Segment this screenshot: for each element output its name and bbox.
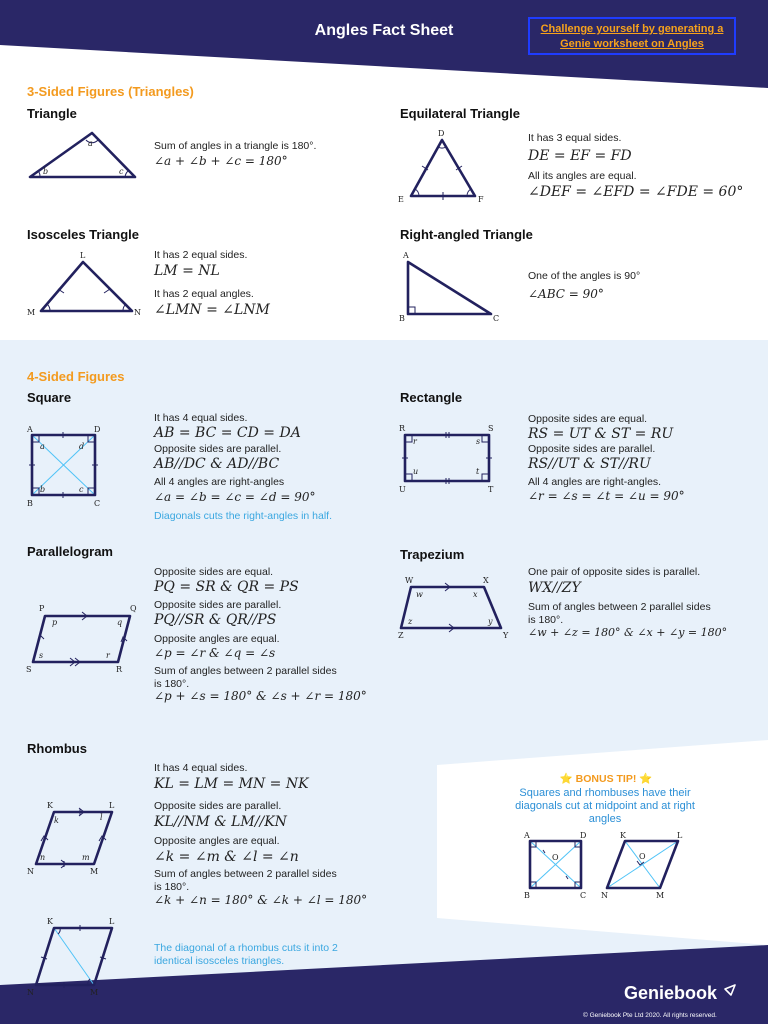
bonus-figures [518,828,688,903]
equilateral-label-d: D [438,129,445,138]
rectangle-math-1: RS = UT & ST = RU [528,426,674,442]
square-angle-a: a [40,442,45,451]
rectangle-text-3: All 4 angles are right-angles. [528,476,662,488]
bonus-rhombus-label-O: O [639,852,646,861]
square-text-2: Opposite sides are parallel. [154,443,282,455]
triangle-text-1: Sum of angles in a triangle is 180°. [154,140,317,152]
bonus-square-label-B: B [524,891,530,900]
rhombus-text-4: Sum of angles between 2 parallel sides is 180°. [154,868,337,893]
equilateral-label-e: E [398,195,404,204]
rhombus-math-3: ∠k = ∠m & ∠l = ∠n [154,849,299,865]
bonus-tip-title: ⭐ BONUS TIP! ⭐ [559,773,653,785]
trapezium-label-W: W [405,576,414,585]
bonus-tip-text: Squares and rhombuses have their diagonals cut at midpoint and at right angles [515,787,695,825]
parallelogram-text-2: Opposite sides are parallel. [154,599,282,611]
equilateral-math-1: DE = EF = FD [528,148,632,164]
equilateral-text-2: All its angles are equal. [528,170,637,182]
bonus-rhombus-label-M: M [656,891,665,900]
square-figure [24,422,110,510]
parallelogram-label-Q: Q [130,604,137,613]
parallelogram-title: Parallelogram [27,544,113,559]
triangle-label-c: c [119,167,124,176]
trapezium-label-X: X [483,576,489,585]
triangle-math-1: ∠a + ∠b + ∠c = 180° [154,154,288,168]
parallelogram-math-2: PQ//SR & QR//PS [154,612,277,628]
parallelogram-angle-s: s [39,651,44,660]
rhombus-figure [24,798,124,880]
parallelogram-text-4: Sum of angles between 2 parallel sides is 180°. [154,665,337,690]
parallelogram-angle-p: p [52,618,58,627]
isosceles-title: Isosceles Triangle [27,227,140,242]
rhombus-angle-n: n [40,853,46,862]
right-angled-label-a: A [403,251,409,260]
equilateral-figure [395,126,495,206]
parallelogram-label-R: R [116,665,123,674]
isosceles-label-m: M [27,308,36,317]
isosceles-text-1: It has 2 equal sides. [154,249,248,261]
equilateral-text-1: It has 3 equal sides. [528,132,622,144]
rhombus-text-2: Opposite sides are parallel. [154,800,282,812]
rhombus-label-M: M [90,867,99,876]
isosceles-label-l: L [80,251,86,260]
trapezium-label-Y: Y [503,631,509,640]
rhombus2-label-N: N [27,988,34,997]
rhombus-title: Rhombus [27,741,87,756]
square-label-A: A [27,425,33,434]
trapezium-label-Z: Z [398,631,404,640]
equilateral-math-2: ∠DEF = ∠EFD = ∠FDE = 60° [528,184,744,200]
rectangle-label-U: U [399,485,406,494]
parallelogram-math-4: ∠p + ∠s = 180° & ∠s + ∠r = 180° [154,689,367,703]
square-angle-c: c [79,485,84,494]
bonus-square-label-O: O [552,853,559,862]
square-text-3: All 4 angles are right-angles [154,476,285,488]
rectangle-angle-u: u [413,467,419,476]
copyright-text: © Geniebook Pte Ltd 2020. All rights reserved. [583,1012,717,1019]
parallelogram-math-3: ∠p = ∠r & ∠q = ∠s [154,646,276,660]
rectangle-angle-s: s [476,437,481,446]
rectangle-text-2: Opposite sides are parallel. [528,443,656,455]
parallelogram-label-S: S [26,665,32,674]
right-angled-label-b: B [399,314,405,323]
parallelogram-figure [24,600,144,676]
parallelogram-angle-r: r [106,651,110,660]
square-math-1: AB = BC = CD = DA [154,425,301,441]
rhombus-text-1: It has 4 equal sides. [154,762,248,774]
rhombus-note: The diagonal of a rhombus cuts it into 2 identical isosceles triangles. [154,942,338,967]
parallelogram-math-1: PQ = SR & QR = PS [154,579,299,595]
trapezium-text-1: One pair of opposite sides is parallel. [528,566,701,578]
isosceles-math-1: LM = NL [154,263,220,279]
right-angled-title: Right-angled Triangle [400,227,533,242]
equilateral-label-f: F [478,195,484,204]
square-text-1: It has 4 equal sides. [154,412,248,424]
rhombus-math-4: ∠k + ∠n = 180° & ∠k + ∠l = 180° [154,893,368,907]
trapezium-angle-y: y [488,617,493,626]
square-note: Diagonals cuts the right-angles in half. [154,510,333,522]
section-heading-triangles: 3-Sided Figures (Triangles) [27,84,194,99]
bonus-square-label-C: C [580,891,587,900]
rhombus2-label-K: K [47,917,53,926]
rectangle-math-3: ∠r = ∠s = ∠t = ∠u = 90° [528,489,685,503]
square-angle-b: b [40,485,46,494]
rhombus-math-1: KL = LM = MN = NK [154,776,309,792]
isosceles-figure [25,248,150,320]
isosceles-text-2: It has 2 equal angles. [154,288,254,300]
isosceles-label-n: N [134,308,141,317]
trapezium-math-2: ∠w + ∠z = 180° & ∠x + ∠y = 180° [528,626,728,639]
trapezium-title: Trapezium [400,547,465,562]
bonus-rhombus-label-K: K [620,831,626,840]
geniebook-logo [624,983,737,1004]
square-title: Square [27,390,72,405]
right-angled-math-1: ∠ABC = 90° [528,287,604,301]
trapezium-figure [396,572,516,644]
triangle-title: Triangle [27,106,77,121]
rectangle-label-S: S [488,424,494,433]
parallelogram-label-P: P [39,604,45,613]
rhombus-math-2: KL//NM & LM//KN [154,814,287,830]
triangle-label-b: b [43,167,49,176]
parallelogram-angle-q: q [117,618,123,627]
rhombus-angle-m: m [82,853,90,862]
equilateral-title: Equilateral Triangle [400,106,520,121]
trapezium-text-2: Sum of angles between 2 parallel sides is 180°. [528,601,711,626]
right-angled-label-c: C [493,314,500,323]
rectangle-label-R: R [399,424,406,433]
challenge-link[interactable]: Challenge yourself by generating a Genie worksheet on Angles [528,17,736,55]
rectangle-title: Rectangle [400,390,463,405]
bonus-rhombus-label-N: N [601,891,608,900]
trapezium-angle-w: w [416,590,423,599]
square-angle-d: d [79,442,85,451]
triangle-figure [25,128,145,183]
isosceles-math-2: ∠LMN = ∠LNM [154,302,270,318]
right-angled-text-1: One of the angles is 90° [528,270,641,282]
rectangle-label-T: T [488,485,494,494]
rhombus-text-3: Opposite angles are equal. [154,835,280,847]
rhombus-label-N: N [27,867,34,876]
rhombus-angle-k: k [54,816,59,825]
trapezium-angle-x: x [473,590,478,599]
rhombus-label-K: K [47,801,53,810]
bonus-rhombus-label-L: L [677,831,683,840]
rhombus2-label-M: M [90,988,99,997]
square-label-B: B [27,499,33,508]
brand-name: Geniebook [624,983,718,1003]
rhombus-label-L: L [109,801,115,810]
square-math-3: ∠a = ∠b = ∠c = ∠d = 90° [154,490,316,504]
parallelogram-text-3: Opposite angles are equal. [154,633,280,645]
square-label-C: C [94,499,101,508]
rhombus-diagonal-figure [24,915,124,997]
rectangle-angle-r: r [413,437,417,446]
page-title: Angles Fact Sheet [314,22,454,39]
rhombus2-label-L: L [109,917,115,926]
square-math-2: AB//DC & AD//BC [154,456,280,472]
rectangle-figure [396,422,500,496]
rectangle-angle-t: t [476,467,480,476]
rhombus-angle-l: l [100,813,103,822]
square-label-D: D [94,425,101,434]
rectangle-text-1: Opposite sides are equal. [528,413,648,425]
trapezium-math-1: WX//ZY [528,580,581,596]
parallelogram-text-1: Opposite sides are equal. [154,566,274,578]
section-heading-quadrilaterals: 4-Sided Figures [27,369,125,384]
triangle-label-a: a [88,139,93,148]
right-angled-figure [397,248,507,326]
bonus-square-label-D: D [580,831,587,840]
trapezium-angle-z: z [408,617,413,626]
bonus-square-label-A: A [524,831,530,840]
genie-lamp-icon [723,983,737,997]
rectangle-math-2: RS//UT & ST//RU [528,456,651,472]
